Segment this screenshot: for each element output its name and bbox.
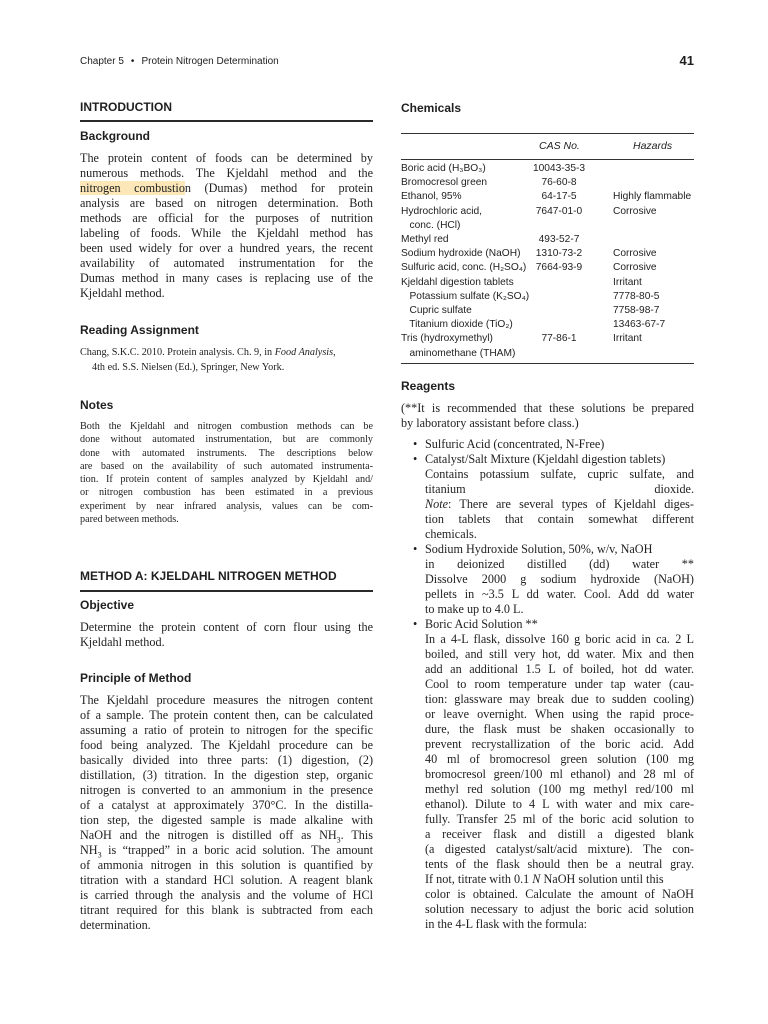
chemical-row [401,234,694,248]
chemical-row [401,291,694,305]
text-line: basically divided into three parts: (1) digestion, (2) [80,753,373,767]
col-header-hazards: Hazards [633,140,673,152]
text-span: : There are several types of Kjeldahl diges- [448,497,694,511]
text-line: distillation, (3) titration. In the digestion step, organic [80,768,373,782]
text-line: to make up to 4.0 L. [425,602,524,616]
text-line: pared between methods. [80,514,179,526]
col-header-cas: CAS No. [539,140,580,152]
subscript: 3 [336,835,341,845]
text-line: Kjeldahl method. [80,286,165,300]
chemical-row [401,177,694,191]
text-line: solution necessary to adjust the boric acid solution [425,902,694,916]
reading-reference [80,345,373,375]
text-line: Both the Kjeldahl and nitrogen combustion methods can be [80,421,373,432]
cas-number: 7647-01-0 [535,205,583,217]
chapter-label: Chapter 5 [80,56,124,67]
text-line: (a digested catalyst/salt/acid mixture). The con- [425,842,694,856]
hazard: Highly flammable [613,191,692,203]
text-span: NaOH and the nitrogen is distilled off as NH [80,828,337,842]
reagents-heading: Reagents [401,379,456,393]
reagent-item [413,452,694,542]
chemical-name: Kjeldahl digestion tablets [401,276,514,288]
text-line: methyl red solution (100 mg methyl red/100 ml [425,782,694,796]
chemical-row [401,248,694,262]
principle-heading: Principle of Method [80,671,192,685]
reagent-item [413,437,694,452]
hazard: 13463-67-7 [613,319,666,331]
text-line: color is obtained. Calculate the amount of NaOH [425,887,694,901]
cas-number: 7664-93-9 [535,262,583,274]
text-line: experiment by near infrared analysis, values can be com- [80,500,373,512]
text-line: Kjeldahl method. [80,635,165,649]
chemical-row [401,277,694,291]
chemical-row [401,262,694,276]
text-line: Sulfuric Acid (concentrated, N-Free) [425,437,605,451]
text-line: tion tablets that contain somewhat different [425,512,694,526]
hazard: Corrosive [613,248,657,260]
text-line: a receiver flask and distill a digested blank [425,827,694,841]
chemical-name: Sodium hydroxide (NaOH) [401,248,521,260]
text-line: pellets in ~3.5 L dd water. Cool. Add dd water [425,587,694,601]
chemical-name: Titanium dioxide (TiO₂) [401,319,513,331]
text-line: titanium dioxide. [425,482,694,496]
hazard: 7758-98-7 [613,305,660,316]
table-bottom-rule [401,363,694,364]
text-line: labeling of foods. While the Kjeldahl method has [80,226,373,240]
text-line: of ammonia nitrogen in this solution is quantified by [80,858,373,872]
bullet-icon: • [413,437,418,451]
text-line: prevent recrystallization of the boric acid. Add [425,737,694,751]
text-line: analysis are based on nitrogen determination. Both [80,196,373,210]
chapter-title: Protein Nitrogen Determination [141,56,279,67]
notes-paragraph [80,420,373,526]
text-line: Cool to room temperature under tap water (cau- [425,677,694,691]
text-line: The Kjeldahl procedure measures the nitrogen content [80,693,373,707]
text-line: 40 ml of bromocresol green solution (100 mg [425,752,694,766]
text-line: bromocresol green/100 ml ethanol) and 28 ml of [425,767,694,781]
background-paragraph [80,151,373,301]
chemical-row [401,333,694,347]
text-line: In a 4-L flask, dissolve 160 g boric acid in ca. 2 L [425,632,694,646]
text-line: methods are official for the purposes of nutrition [80,211,373,225]
text-line: chemicals. [425,527,477,541]
chemical-name: Tris (hydroxymethyl) [401,333,493,345]
chemical-name: Cupric sulfate [401,305,472,316]
chemical-name: Bromocresol green [401,177,488,189]
chemical-row [401,319,694,333]
bullet-icon: • [413,542,418,556]
text-line: been used widely for over a hundred years, the recent [80,241,373,255]
chemical-row [401,191,694,205]
text-line: boiled, and still very hot, dd water. Mix and then [425,647,694,661]
objective-heading: Objective [80,598,135,612]
text-line: of a catalyst at approximately 370°C. In the distilla- [80,798,373,812]
text-line: The protein content of foods can be determined by [80,151,373,165]
page-number: 41 [679,53,694,68]
reagents-intro [401,401,694,431]
text-line: tion: glassware may break due to sudden cooling) [425,692,694,706]
text-span: NaOH solution until this [540,872,664,886]
text-line [80,181,373,196]
reading-assignment-heading: Reading Assignment [80,323,199,337]
chemical-name: Hydrochloric acid, [401,205,482,217]
header-bullet: • [130,56,135,67]
text-line: by laboratory assistant before class.) [401,416,579,430]
text-line: determination. [80,918,151,932]
hazard: Corrosive [613,205,657,217]
text-line [425,497,694,512]
reference-text: Chang, S.K.C. 2010. Protein analysis. Ch. 9, in [80,347,275,358]
chemical-name: Sulfuric acid, conc. (H₂SO₄) [401,262,527,274]
text-line: in deionized distilled (dd) water ** [425,557,694,571]
section-rule [80,120,373,122]
notes-heading: Notes [80,398,114,412]
text-line: done with automated instruments. The descriptions below [80,447,373,459]
subscript: 3 [97,850,102,860]
text-line: Determine the protein content of corn flour using the [80,620,373,634]
text-line: or nitrogen combustion has been estimated in a previous [80,487,373,499]
text-line: Contains potassium sulfate, cupric sulfate, and [425,467,694,481]
hazard: Irritant [613,276,642,288]
text-line: tion step, the digested sample is made alkaline with [80,813,373,827]
chemicals-heading: Chemicals [401,101,462,115]
reference-book-title: Food Analysis [274,347,334,358]
chemical-name: conc. (HCl) [401,219,461,231]
chemical-row [401,348,694,362]
method-a-heading: METHOD A: KJELDAHL NITROGEN METHOD [80,569,337,583]
introduction-heading: INTRODUCTION [80,100,172,114]
note-label: Note [425,497,449,511]
text-span: is “trapped” in a boric acid solution. The amount [108,843,373,857]
text-line: is carried through the analysis and the volume of HCl [80,888,373,902]
text-line: Sodium Hydroxide Solution, 50%, w/v, NaOH [425,542,653,556]
running-header [80,55,694,71]
text-line [425,872,694,887]
principle-paragraph [80,693,373,933]
text-span: . This [340,828,373,842]
cas-number: 77-86-1 [541,333,577,345]
bullet-icon: • [413,617,418,631]
reagent-item [413,617,694,932]
text-span: n (Dumas) method for protein [184,181,373,195]
text-line: (**It is recommended that these solutions be prepared [401,401,694,415]
cas-number: 10043-35-3 [532,163,586,174]
text-line: ethanol). Dilute to 4 L with water and mix care- [425,797,694,811]
background-heading: Background [80,129,151,143]
text-line: tents of the flask should then be a neutral gray. [425,857,694,871]
text-line: are based on the availability of such automated instrumenta- [80,460,373,472]
text-line: Catalyst/Salt Mixture (Kjeldahl digestion tablets) [425,452,666,466]
text-line: Dumas method in many cases is replacing use of the [80,271,373,285]
cas-number: 64-17-5 [541,191,577,203]
chemical-name: Potassium sulfate (K₂SO₄) [401,290,530,302]
text-highlight: nitrogen combustio [80,181,185,195]
text-line: in the 4-L flask with the formula: [425,917,588,931]
reagent-item [413,542,694,617]
text-line: or leave overnight. When using the rapid proce- [425,707,694,721]
normality-symbol: N [532,872,541,886]
hazard: Corrosive [613,262,657,274]
chemical-row [401,206,694,220]
text-line: add an additional 1.5 L of boiled, hot dd water. [425,662,694,676]
bullet-icon: • [413,452,418,466]
text-line: numerous methods. The Kjeldahl method and the [80,166,373,180]
reference-text: , [333,347,336,358]
text-line: assuming a ratio of protein to nitrogen for the specific [80,723,373,737]
chemical-name: Boric acid (H₃BO₃) [401,163,486,174]
text-line: titration with a standard HCl solution. A reagent blank [80,873,373,887]
chemical-row [401,305,694,319]
reference-text: 4th ed. S.S. Nielsen (Ed.), Springer, New York. [92,362,285,373]
text-line: titrant required for this blank is subtracted from each [80,903,373,917]
chemical-name: Methyl red [401,234,449,245]
chemicals-table-header [401,133,694,160]
cas-number: 76-60-8 [541,177,577,189]
text-line: Dissolve 2000 g sodium hydroxide (NaOH) [425,572,694,586]
text-line: done without automated instrumentation, but are commonly [80,434,373,446]
hazard: Irritant [613,333,642,345]
chemical-name: aminomethane (THAM) [401,347,516,359]
cas-number: 1310-73-2 [535,248,583,260]
text-line: of a sample. The protein content then, can be calculated [80,708,373,722]
text-span: NH [80,843,98,857]
chemical-row [401,220,694,234]
hazard: 7778-80-5 [613,290,660,302]
text-line: nitrogen is converted to an ammonium in the presence [80,783,373,797]
text-line: food being analyzed. The Kjeldahl procedure can be [80,738,373,752]
chemical-name: Ethanol, 95% [401,191,462,203]
objective-paragraph [80,620,373,650]
text-line: dure, the flask must be shaken occasionally to [425,722,694,736]
header-left [80,56,279,67]
text-span: If not, titrate with 0.1 [425,872,533,886]
cas-number: 493-52-7 [538,234,580,245]
text-line: availability of automated instrumentation for the [80,256,373,270]
text-line: Boric Acid Solution ** [425,617,538,631]
text-line [80,828,373,843]
chemical-row [401,163,694,177]
text-line [80,843,373,858]
text-line: tion. If protein content of samples analyzed by Kjeldahl and/ [80,474,373,486]
text-line: fully. Transfer 25 ml of the boric acid solution to [425,812,694,826]
section-rule [80,590,373,592]
